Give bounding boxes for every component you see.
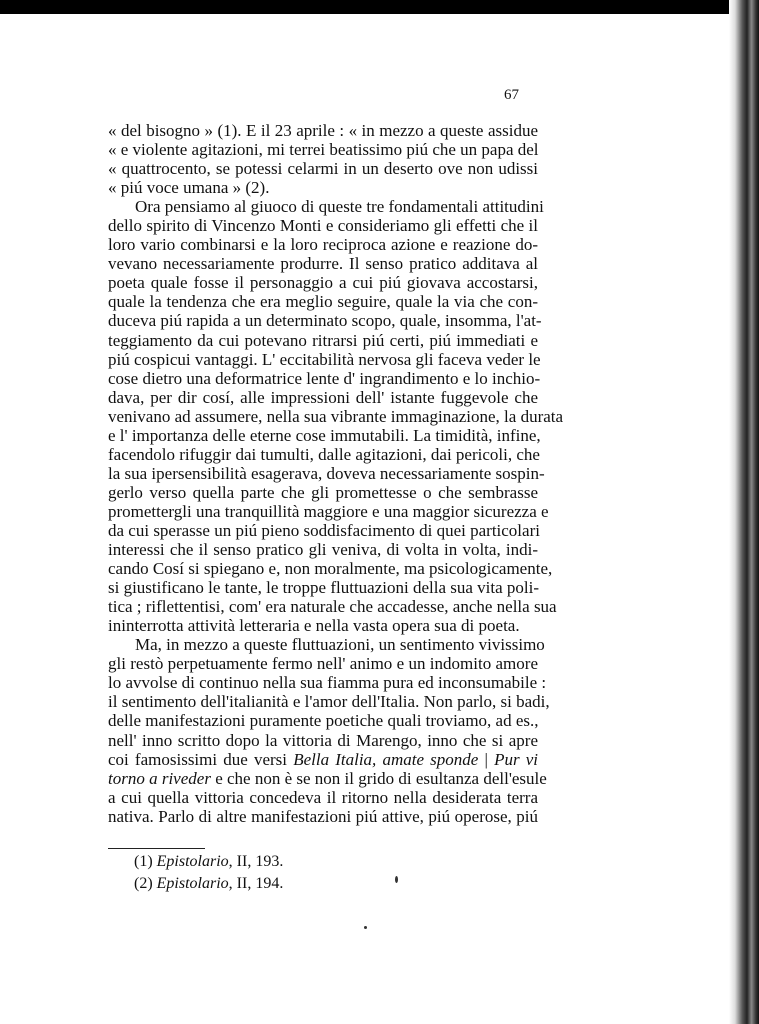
text-line [108, 121, 538, 140]
page-number: 67 [504, 87, 519, 103]
text-run: si giustificano le tante, le troppe fluttuazioni della sua vita poli- [108, 578, 540, 598]
scan-speck [364, 926, 367, 929]
italic-text: Bella Italia, amate sponde [293, 749, 479, 769]
text-line [108, 597, 557, 617]
text-line [108, 692, 550, 712]
text-run: promettergli una tranquillità maggiore e una maggior sicurezza e [108, 501, 549, 521]
text-line [108, 159, 538, 178]
text-line [108, 578, 538, 597]
text-run: « piú voce umana » (2). [108, 178, 270, 198]
text-line [108, 331, 538, 350]
text-run: gerlo verso quella parte che gli promettesse o che sembrasse [108, 482, 538, 502]
text-run: dava, per dir cosí, alle impressioni dell' istante fuggevole che [108, 387, 538, 407]
text-run: coi famosissimi due versi [108, 749, 294, 769]
text-run: nativa. Parlo di altre manifestazioni piú attive, piú operose, piú [108, 806, 538, 826]
text-line [108, 273, 538, 292]
text-line [108, 445, 538, 464]
footnotes [134, 851, 283, 895]
text-run: « e violente agitazioni, mi terrei beatissimo piú che un papa del [108, 140, 539, 160]
italic-text: Epistolario [156, 875, 229, 892]
text-line [108, 463, 545, 483]
text-line [108, 349, 541, 369]
text-line [108, 406, 564, 426]
text-line [108, 788, 538, 807]
text-run: nell' inno scritto dopo la vittoria di Marengo, inno che si apre [108, 730, 538, 750]
text-run: tica ; riflettentisi, com' era naturale che accadesse, anche nella sua [108, 597, 557, 617]
text-run: interessi che il senso pratico gli veniva, di volta in volta, indi- [108, 540, 538, 560]
text-line [108, 483, 538, 502]
italic-text: torno a riveder [108, 768, 211, 788]
text-run: ininterrotta attività letteraria e nella vasta opera sua di poeta. [108, 616, 520, 636]
scan-speck [395, 876, 398, 883]
text-run: facendolo rifuggir dai tumulti, dalle agitazioni, dai pericoli, che [108, 444, 540, 464]
text-line [108, 750, 538, 769]
text-run: a cui quella vittoria concedeva il ritorno nella desiderata terra [108, 787, 538, 807]
text-line [108, 216, 538, 235]
text-line [108, 635, 545, 655]
text-line [108, 768, 547, 788]
text-line [108, 311, 542, 331]
body-text [108, 121, 564, 826]
text-run: gli restò perpetuamente fermo nell' animo e un indomito amore [108, 654, 538, 674]
text-run: , II, 193. [228, 853, 284, 870]
text-line [108, 254, 538, 273]
text-line [108, 140, 538, 159]
text-line [108, 178, 538, 197]
text-run: cose dietro una deformatrice lente d' ingrandimento e lo inchio- [108, 368, 541, 388]
scan-top-border [0, 0, 759, 14]
italic-text: Epistolario [156, 853, 229, 870]
italic-text: Pur vi [494, 749, 539, 769]
text-run: teggiamento da cui potevano ritrarsi piú certi, piú immediati e [108, 330, 538, 350]
text-run: dello spirito di Vincenzo Monti e consideriamo gli effetti che il [108, 216, 538, 236]
text-run: Ma, in mezzo a queste fluttuazioni, un sentimento vivissimo [135, 635, 545, 655]
text-line [108, 807, 538, 826]
text-line [108, 388, 538, 407]
footnote-separator [108, 848, 205, 849]
text-line [108, 521, 538, 540]
text-run: loro vario combinarsi e la loro reciproca azione e reazione do- [108, 235, 538, 255]
text-line [108, 673, 547, 693]
text-run: poeta quale fosse il personaggio a cui piú giovava accostarsi, [108, 273, 538, 293]
text-run: , II, 194. [228, 875, 284, 892]
text-run: e l' importanza delle eterne cose immutabili. La timidità, infine, [108, 425, 541, 445]
text-line [108, 654, 538, 673]
text-run: da cui sperasse un piú pieno soddisfacimento di quei particolari [108, 520, 540, 540]
text-run: (1) [134, 853, 157, 870]
text-line [108, 559, 553, 579]
text-line [108, 616, 538, 635]
text-line [108, 292, 538, 311]
text-run: piú cospicui vantaggi. L' eccitabilità nervosa gli faceva veder le [108, 349, 541, 369]
text-run: delle manifestazioni puramente poetiche quali troviamo, ad es., [108, 711, 539, 731]
text-line [108, 711, 538, 730]
text-run: la sua ipersensibilità esagerava, doveva necessariamente sospin- [108, 463, 545, 483]
footnote [134, 873, 283, 895]
text-run: lo avvolse di continuo nella sua fiamma pura ed inconsumabile : [108, 673, 547, 693]
footnote [134, 851, 283, 873]
text-line [108, 235, 538, 254]
book-binding-edge [729, 0, 759, 1024]
text-line [108, 425, 541, 445]
text-run: quale la tendenza che era meglio seguire, quale la via che con- [108, 292, 538, 312]
text-run: Ora pensiamo al giuoco di queste tre fondamentali attitudini [135, 197, 544, 217]
text-run: venivano ad assumere, nella sua vibrante immaginazione, la durata [108, 406, 564, 426]
text-line [108, 540, 538, 559]
text-run: « quattrocento, se potessi celarmi in un deserto ove non udissi [108, 159, 538, 179]
text-run: (2) [134, 875, 157, 892]
text-run: | [478, 749, 495, 769]
text-line [108, 197, 544, 217]
text-line [108, 368, 541, 388]
text-run: il sentimento dell'italianità e l'amor dell'Italia. Non parlo, si badi, [108, 692, 550, 712]
text-run: vevano necessariamente produrre. Il senso pratico additava al [108, 254, 538, 274]
text-run: duceva piú rapida a un determinato scopo, quale, insomma, l'at- [108, 311, 542, 331]
text-line [108, 501, 549, 521]
text-run: « del bisogno » (1). E il 23 aprile : « in mezzo a queste assidue [108, 121, 538, 140]
text-line [108, 731, 538, 750]
text-run: e che non è se non il grido di esultanza dell'esule [210, 768, 547, 788]
text-run: cando Cosí si spiegano e, non moralmente, ma psicologicamente, [108, 559, 553, 579]
